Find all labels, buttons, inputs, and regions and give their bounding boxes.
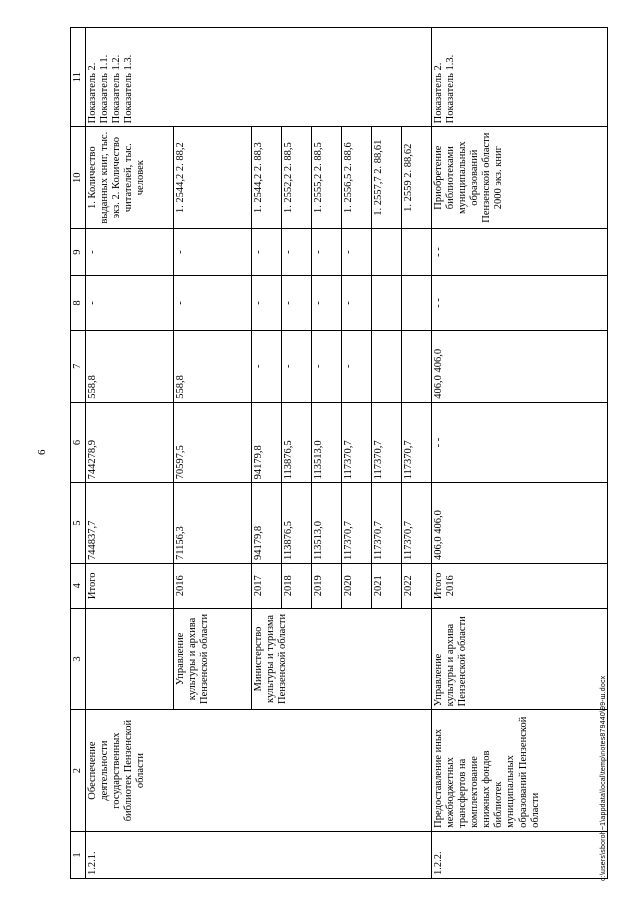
year: 2017: [252, 563, 282, 608]
col-header-8: 8: [71, 276, 86, 331]
value-col8: -: [86, 276, 174, 331]
value-col7: [402, 330, 432, 402]
value-col6: 113876,5: [282, 402, 312, 483]
value-col9: [372, 229, 402, 276]
value-col7: [372, 330, 402, 402]
col-header-1: 1: [71, 831, 86, 878]
col-header-3: 3: [71, 608, 86, 710]
indicators-col11: Показатель 2. Показатель 1.1. Показатель 1.2. Показатель 1.3.: [86, 28, 432, 127]
value-col7: 406,0 406,0: [432, 330, 608, 402]
value-col8: -: [312, 276, 342, 331]
program-table: [70, 27, 608, 879]
item-number: 1.2.1.: [86, 831, 432, 878]
result-col10: 1. 2552,2 2. 88,5: [282, 127, 312, 229]
value-col7: 558,8: [86, 330, 174, 402]
value-col8: [402, 276, 432, 331]
value-col9: - -: [432, 229, 608, 276]
col-header-4: 4: [71, 563, 86, 608]
col-header-9: 9: [71, 229, 86, 276]
value-col5: 94179,8: [252, 483, 282, 564]
year: 2020: [342, 563, 372, 608]
value-col6: 744278,9: [86, 402, 174, 483]
executor: Управление культуры и архива Пензенской области: [432, 608, 608, 710]
value-col7: -: [342, 330, 372, 402]
value-col9: -: [86, 229, 174, 276]
col-header-2: 2: [71, 710, 86, 832]
value-col6: 117370,7: [402, 402, 432, 483]
value-col9: -: [282, 229, 312, 276]
col-header-10: 10: [71, 127, 86, 229]
year: Итого: [86, 563, 174, 608]
result-col10: 1. Количество выданных книг, тыс. экз. 2. Количество читателей, тыс. человек: [86, 127, 174, 229]
value-col5: 406,0 406,0: [432, 483, 608, 564]
col-header-6: 6: [71, 402, 86, 483]
value-col9: -: [252, 229, 282, 276]
result-col10: 1. 2556,5 2. 88,6: [342, 127, 372, 229]
executor: Министерство культуры и туризма Пензенской области: [252, 608, 432, 710]
value-col8: - -: [432, 276, 608, 331]
value-col5: 113876,5: [282, 483, 312, 564]
header-row: [71, 28, 86, 879]
value-col5: 113513,0: [312, 483, 342, 564]
value-col6: 94179,8: [252, 402, 282, 483]
value-col8: -: [342, 276, 372, 331]
value-col6: 70597,5: [174, 402, 252, 483]
value-col7: 558,8: [174, 330, 252, 402]
year: 2021: [372, 563, 402, 608]
value-col5: 117370,7: [372, 483, 402, 564]
year: 2018: [282, 563, 312, 608]
value-col8: -: [174, 276, 252, 331]
result-col10: 1. 2557,7 2. 88,61: [372, 127, 402, 229]
value-col8: [372, 276, 402, 331]
year: 2019: [312, 563, 342, 608]
value-col7: -: [312, 330, 342, 402]
file-path-footer: c:\users\sboroh~1\appdata\local\temp\notes879440\99-ш.docx: [600, 675, 607, 881]
value-col8: -: [282, 276, 312, 331]
year: 2016: [174, 563, 252, 608]
value-col6: 113513,0: [312, 402, 342, 483]
indicators-col11: Показатель 2. Показатель 1.3.: [432, 28, 608, 127]
result-col10: 1. 2544,2 2. 88,2: [174, 127, 252, 229]
page-number: 6: [36, 449, 48, 455]
col-header-5: 5: [71, 483, 86, 564]
value-col9: -: [312, 229, 342, 276]
result-col10: 1. 2555,2 2. 88,5: [312, 127, 342, 229]
value-col6: 117370,7: [342, 402, 372, 483]
col-header-11: 11: [71, 28, 86, 127]
value-col7: -: [282, 330, 312, 402]
value-col5: 117370,7: [342, 483, 372, 564]
value-col6: - -: [432, 402, 608, 483]
value-col5: 71156,3: [174, 483, 252, 564]
value-col9: [402, 229, 432, 276]
value-col7: -: [252, 330, 282, 402]
year: 2022: [402, 563, 432, 608]
table-row: [86, 28, 174, 879]
result-col10: 1. 2544,2 2. 88,3: [252, 127, 282, 229]
year: Итого 2016: [432, 563, 608, 608]
item-name: Обеспечение деятельности государственных библиотек Пензенской области: [86, 710, 432, 832]
executor: Управление культуры и архива Пензенской области: [174, 608, 252, 710]
value-col6: 117370,7: [372, 402, 402, 483]
value-col9: -: [342, 229, 372, 276]
result-col10: Приобретение библиотеками муниципальных образований Пензенской области 2000 экз. книг: [432, 127, 608, 229]
value-col5: 744837,7: [86, 483, 174, 564]
table-row: [432, 28, 608, 879]
value-col9: -: [174, 229, 252, 276]
value-col8: -: [252, 276, 282, 331]
item-number: 1.2.2.: [432, 831, 608, 878]
value-col5: 117370,7: [402, 483, 432, 564]
col-header-7: 7: [71, 330, 86, 402]
item-name: Предоставление иных межбюджетных трансфертов на комплектование книжных фондов библиотек муниципальных образований Пензенской области: [432, 710, 608, 832]
executor: [86, 608, 174, 710]
result-col10: 1. 2559 2. 88,62: [402, 127, 432, 229]
